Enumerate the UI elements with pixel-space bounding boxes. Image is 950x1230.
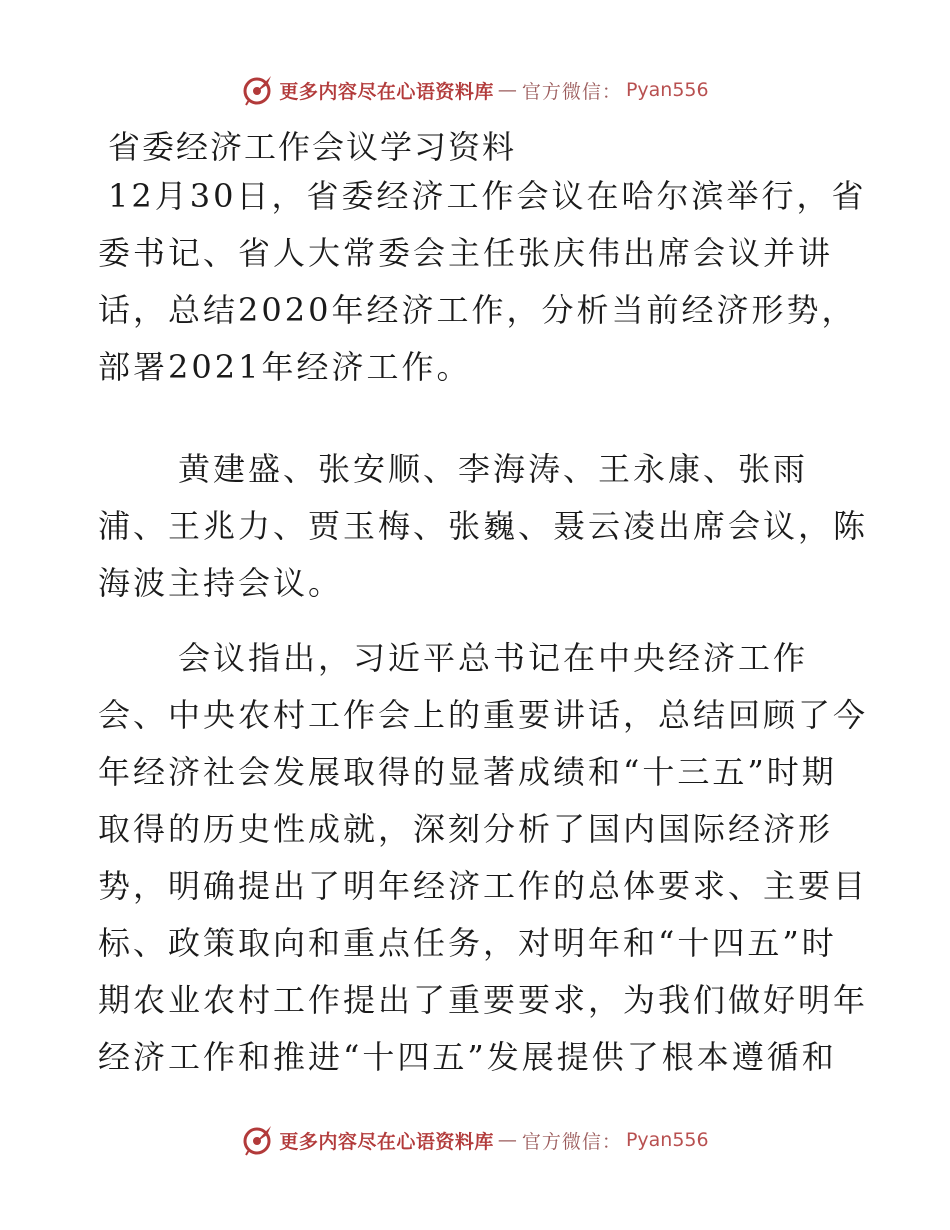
feather-pen-logo-icon [241,73,275,107]
paragraph-line: 委书记、省人大常委会主任张庆伟出席会议并讲 [98,234,834,272]
paragraph-line: 年经济社会发展取得的显著成绩和“十三五”时期 [98,753,837,791]
paragraph-line: 12月30日，省委经济工作会议在哈尔滨举行，省 [108,177,867,215]
banner-dash: — [497,1129,518,1151]
banner-site-name: 更多内容尽在心语资料库 [279,80,494,103]
paragraph-line: 黄建盛、张安顺、李海涛、王永康、张雨 [178,450,809,488]
banner-wechat-id: Pyan556 [625,79,709,101]
paragraph-line: 会议指出，习近平总书记在中央经济工作 [178,639,809,677]
paragraph-line: 话，总结2020年经济工作，分析当前经济形势， [98,291,857,329]
banner-dash: — [497,79,518,101]
banner-wechat-label: 官方微信： [521,80,622,103]
paragraph-line: 势，明确提出了明年经济工作的总体要求、主要目 [98,867,869,905]
paragraph-1 [98,168,867,396]
feather-pen-logo-icon [241,1123,275,1157]
banner-site-name: 更多内容尽在心语资料库 [279,1130,494,1153]
paragraph-line: 会、中央农村工作会上的重要讲话，总结回顾了今 [98,696,869,734]
banner-wechat-label: 官方微信： [521,1130,622,1153]
paragraph-3 [98,630,869,1086]
paragraph-line: 部署2021年经济工作。 [98,348,472,386]
header-banner [0,70,950,110]
paragraph-line: 标、政策取向和重点任务，对明年和“十四五”时 [98,924,837,962]
paragraph-line: 浦、王兆力、贾玉梅、张巍、聂云凌出席会议，陈 [98,507,869,545]
paragraph-2 [98,441,869,612]
document-title: 省委经济工作会议学习资料 [108,128,517,166]
paragraph-line: 取得的历史性成就，深刻分析了国内国际经济形 [98,810,834,848]
paragraph-line: 期农业农村工作提出了重要要求，为我们做好明年 [98,981,869,1019]
footer-banner [0,1120,950,1160]
banner-wechat-id: Pyan556 [625,1129,709,1151]
paragraph-line: 经济工作和推进“十四五”发展提供了根本遵循和 [98,1038,837,1076]
paragraph-line: 海波主持会议。 [98,564,344,602]
